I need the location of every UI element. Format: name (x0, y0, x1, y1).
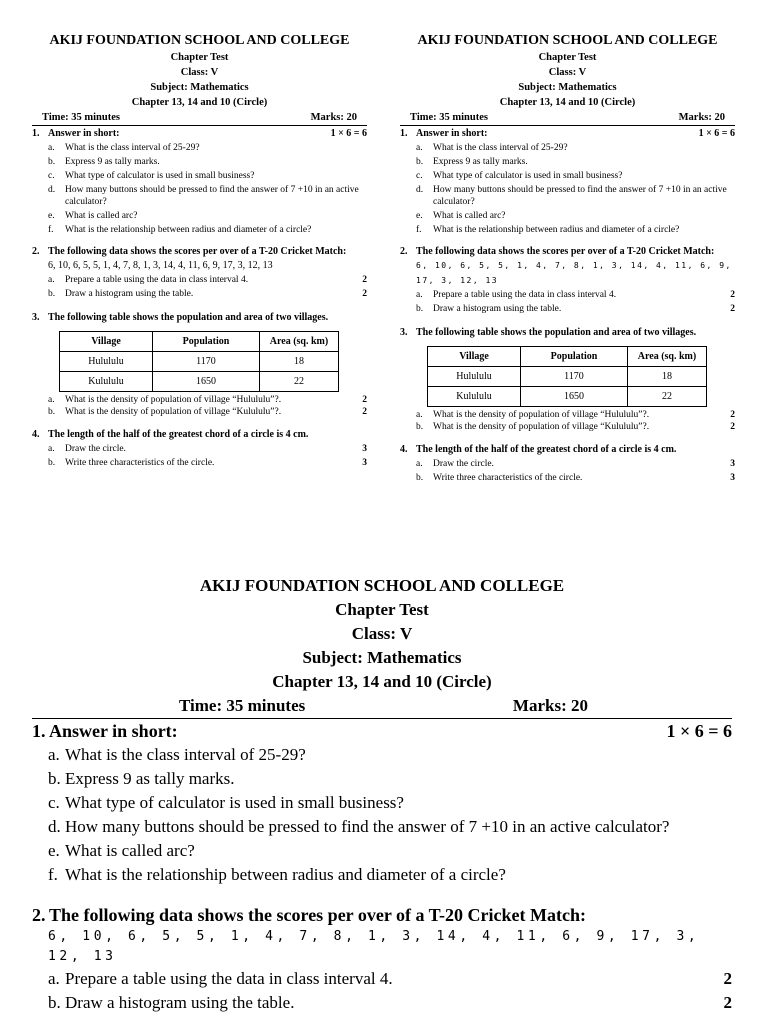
question-4: 4. The length of the half of the greatest chord of a circle is 4 cm. (400, 444, 677, 455)
q1-item: b. Express 9 as tally marks. (48, 157, 160, 167)
time-label: Time: 35 minutes (410, 112, 488, 123)
q2-item: a. Prepare a table using the data in class interval 4. 2 (48, 969, 732, 988)
q1-item: c. What type of calculator is used in small business? (48, 171, 255, 181)
q1-item: f. What is the relationship between radius and diameter of a circle? (48, 225, 312, 235)
question-sheet-large (32, 574, 732, 1015)
school-name: AKIJ FOUNDATION SCHOOL AND COLLEGE (199, 576, 565, 595)
population-table: Village Population Area (sq. km) Hulululu 1170 18 Kulululu 1650 22 (59, 331, 339, 392)
q2-item: b. Draw a histogram using the table. 2 (416, 304, 735, 314)
score-data: 6, 10, 6, 5, 5, 1, 4, 7, 8, 1, 3, 14, 4, 11, 6, 9, 17, 3, 12, 13 (416, 261, 732, 285)
q1-item: b. Express 9 as tally marks. (416, 157, 528, 167)
q2-item: b. Draw a histogram using the table. 2 (48, 993, 732, 1012)
q4-item: a. Draw the circle. 3 (48, 444, 367, 454)
question-1: 1. Answer in short: 1 × 6 = 6 (32, 128, 367, 139)
question-2: 2. The following data shows the scores per over of a T-20 Cricket Match: (32, 246, 347, 257)
q4-item: a. Draw the circle. 3 (416, 459, 735, 469)
q3-item: b. What is the density of population of village “Kulululu”?. 2 (416, 422, 735, 432)
score-data: 6, 10, 6, 5, 5, 1, 4, 7, 8, 1, 3, 14, 4, 11, 6, 9, 17, 3, 12, 13 (48, 929, 700, 964)
q1-item: e. What is called arc? (48, 211, 138, 221)
q1-item: d. How many buttons should be pressed to find the answer of 7 +10 in an active calculator? (48, 817, 670, 836)
chapter-label: Chapter 13, 14 and 10 (Circle) (131, 97, 268, 108)
q2-item: b. Draw a histogram using the table. 2 (48, 289, 367, 299)
q1-item: f. What is the relationship between radius and diameter of a circle? (416, 225, 680, 235)
question-2: 2. The following data shows the scores per over of a T-20 Cricket Match: (400, 246, 715, 257)
question-3: 3. The following table shows the population and area of two villages. (32, 312, 329, 323)
subject-label: Subject: Mathematics (150, 82, 249, 93)
q1-item: e. What is called arc? (48, 841, 195, 860)
q1-item: b. Express 9 as tally marks. (48, 769, 235, 788)
school-name: AKIJ FOUNDATION SCHOOL AND COLLEGE (49, 33, 350, 48)
class-label: Class: V (548, 67, 587, 78)
table-row: Kulululu 1650 22 (428, 387, 707, 407)
q1-item: c. What type of calculator is used in small business? (416, 171, 623, 181)
marks-label: Marks: 20 (678, 112, 725, 123)
q2-item: a. Prepare a table using the data in class interval 4. 2 (48, 275, 367, 285)
subject-label: Subject: Mathematics (518, 82, 617, 93)
time-marks-row (32, 110, 367, 126)
question-sheet-right (400, 32, 735, 485)
marks-label: Marks: 20 (512, 696, 588, 715)
time-marks-row (400, 110, 735, 126)
q2-item: a. Prepare a table using the data in class interval 4. 2 (416, 290, 735, 300)
question-3: 3. The following table shows the population and area of two villages. (400, 327, 697, 338)
chapter-label: Chapter 13, 14 and 10 (Circle) (272, 672, 492, 691)
table-row: Hulululu 1170 18 (428, 367, 707, 387)
q1-item: d. How many buttons should be pressed to find the answer of 7 +10 in an active calculator? (416, 185, 727, 207)
question-2: 2. The following data shows the scores per over of a T-20 Cricket Match: (32, 905, 586, 925)
q1-item: d. How many buttons should be pressed to find the answer of 7 +10 in an active calculator? (48, 185, 359, 207)
q3-item: b. What is the density of population of village “Kulululu”?. 2 (48, 407, 367, 417)
table-row: Hulululu 1170 18 (60, 352, 339, 372)
q1-item: a. What is the class interval of 25-29? (48, 143, 200, 153)
question-4: 4. The length of the half of the greatest chord of a circle is 4 cm. (32, 429, 309, 440)
q3-item: a. What is the density of population of village “Hulululu”?. 2 (48, 395, 367, 405)
chapter-label: Chapter 13, 14 and 10 (Circle) (499, 97, 636, 108)
q4-item: b. Write three characteristics of the circle. 3 (416, 473, 735, 483)
marks-label: Marks: 20 (310, 112, 357, 123)
test-title: Chapter Test (170, 52, 229, 63)
question-1: 1. Answer in short: 1 × 6 = 6 (400, 128, 735, 139)
q3-item: a. What is the density of population of village “Hulululu”?. 2 (416, 410, 735, 420)
q1-item: c. What type of calculator is used in small business? (48, 793, 404, 812)
q1-item: e. What is called arc? (416, 211, 506, 221)
test-title: Chapter Test (538, 52, 597, 63)
class-label: Class: V (351, 624, 413, 643)
time-label: Time: 35 minutes (179, 696, 306, 715)
q1-item: f. What is the relationship between radius and diameter of a circle? (48, 865, 506, 884)
q4-item: b. Write three characteristics of the circle. 3 (48, 458, 367, 468)
q1-item: a. What is the class interval of 25-29? (48, 745, 306, 764)
school-name: AKIJ FOUNDATION SCHOOL AND COLLEGE (417, 33, 718, 48)
population-table: Village Population Area (sq. km) Hulululu 1170 18 Kulululu 1650 22 (427, 346, 707, 407)
q1-item: a. What is the class interval of 25-29? (416, 143, 568, 153)
time-marks-row (32, 694, 732, 719)
question-sheet-left (32, 32, 367, 470)
table-row: Kulululu 1650 22 (60, 372, 339, 392)
subject-label: Subject: Mathematics (302, 648, 462, 667)
question-1: 1. Answer in short: 1 × 6 = 6 (32, 721, 732, 741)
test-title: Chapter Test (335, 600, 429, 619)
score-data: 6, 10, 6, 5, 5, 1, 4, 7, 8, 1, 3, 14, 4, 11, 6, 9, 17, 3, 12, 13 (48, 260, 273, 271)
time-label: Time: 35 minutes (42, 112, 120, 123)
class-label: Class: V (180, 67, 219, 78)
